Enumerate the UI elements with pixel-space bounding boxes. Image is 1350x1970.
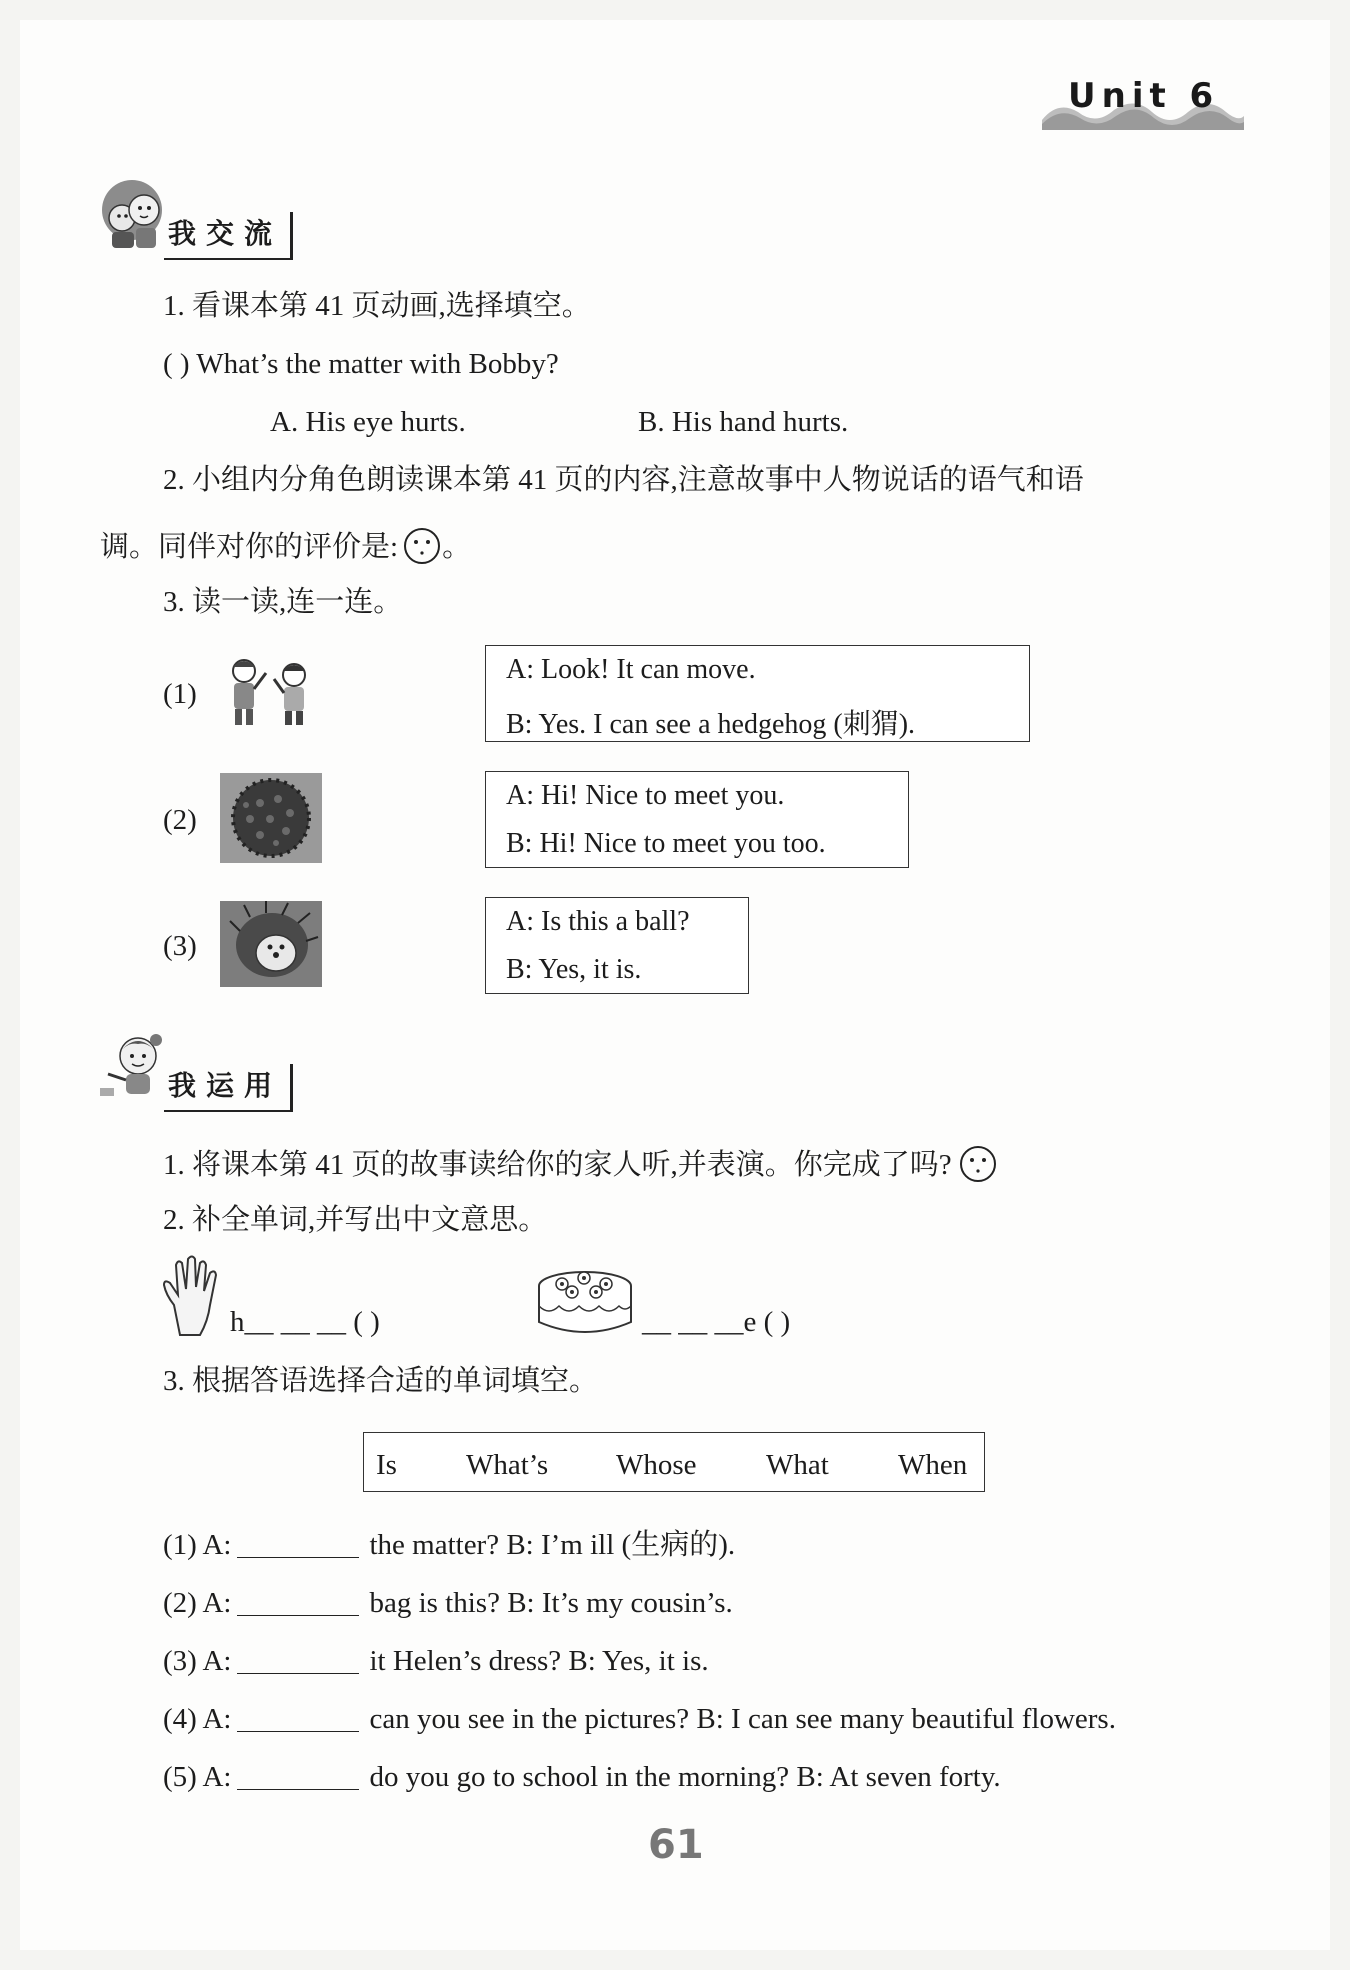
word-bank-item: When (898, 1449, 968, 1481)
word-blank-cake: __ __ __e ( ) (642, 1306, 791, 1338)
dialogue-3-line-b: B: Yes, it is. (506, 954, 642, 985)
fill-item-4 (163, 1705, 1116, 1734)
section-title: 我交流 (164, 212, 293, 260)
s2-q3-prompt: 3. 根据答语选择合适的单词填空。 (163, 1365, 599, 1397)
dialogue-box-1 (485, 645, 1030, 742)
dialogue-2-line-a: A: Hi! Nice to meet you. (506, 780, 785, 811)
match-label-2: (2) (163, 804, 197, 836)
two-kids-greeting-image (218, 655, 322, 727)
q3-prompt: 3. 读一读,连一连。 (163, 586, 403, 618)
q2-line1: 2. 小组内分角色朗读课本第 41 页的内容,注意故事中人物说话的语气和语 (163, 464, 1084, 496)
s2-q1-text (163, 1144, 998, 1184)
q2-line2-text: 调。同伴对你的评价是: (100, 531, 399, 563)
q1-prompt: 1. 看课本第 41 页动画,选择填空。 (163, 290, 591, 322)
fill-item-5 (163, 1763, 1001, 1792)
answer-blank[interactable] (237, 1763, 359, 1790)
word-bank-item: What’s (466, 1449, 549, 1481)
section-header-communicate (98, 178, 358, 258)
word-bank-item: What (766, 1449, 829, 1481)
unit-title: Unit 6 (1068, 76, 1220, 116)
hand-icon (160, 1255, 224, 1339)
fill-item-2 (163, 1589, 733, 1618)
fill-item-3 (163, 1647, 709, 1676)
fill-item-text: it Helen’s dress? B: Yes, it is. (369, 1645, 709, 1677)
word-blank-hand: h__ __ __ ( ) (230, 1306, 380, 1338)
dialogue-box-3 (485, 897, 749, 994)
girl-avatar-icon (98, 1030, 170, 1110)
dialogue-3-line-a: A: Is this a ball? (506, 906, 690, 937)
word-bank-item: Whose (616, 1449, 697, 1481)
fill-item-label: (5) A: (163, 1761, 232, 1793)
fill-item-label: (1) A: (163, 1529, 232, 1561)
s2-q2-prompt: 2. 补全单词,并写出中文意思。 (163, 1204, 548, 1236)
fill-item-label: (4) A: (163, 1703, 232, 1735)
s2-q1-label: 1. 将课本第 41 页的故事读给你的家人听,并表演。你完成了吗? (163, 1149, 952, 1181)
dialogue-1-line-b: B: Yes. I can see a hedgehog (刺猬). (506, 709, 916, 740)
smiley-face-icon (402, 526, 442, 566)
kids-avatar-icon (98, 178, 170, 258)
q1-question: ( ) What’s the matter with Bobby? (163, 348, 559, 380)
spiky-ball-image (220, 773, 322, 863)
dialogue-2-line-b: B: Hi! Nice to meet you too. (506, 828, 826, 859)
cake-icon (534, 1262, 636, 1342)
answer-blank[interactable] (237, 1589, 359, 1616)
fill-item-label: (2) A: (163, 1587, 232, 1619)
hedgehog-image (220, 901, 322, 987)
unit-banner (1038, 72, 1246, 130)
fill-item-text: the matter? B: I’m ill (生病的). (369, 1529, 736, 1561)
word-bank-box (363, 1432, 985, 1492)
word-bank-item: Is (376, 1449, 397, 1481)
answer-blank[interactable] (237, 1531, 359, 1558)
answer-blank[interactable] (237, 1705, 359, 1732)
section-header-apply (98, 1030, 358, 1110)
fill-item-text: can you see in the pictures? B: I can see many beautiful flowers. (369, 1703, 1116, 1735)
page-number: 61 (648, 1822, 704, 1868)
match-label-3: (3) (163, 930, 197, 962)
dialogue-1-line-a: A: Look! It can move. (506, 654, 756, 685)
match-label-1: (1) (163, 678, 197, 710)
q2-line2-end: 。 (442, 531, 472, 563)
answer-blank[interactable] (237, 1647, 359, 1674)
q1-option-b: B. His hand hurts. (638, 406, 849, 438)
smiley-face-icon (958, 1144, 998, 1184)
dialogue-box-2 (485, 771, 909, 868)
fill-item-1 (163, 1531, 735, 1560)
fill-item-text: bag is this? B: It’s my cousin’s. (369, 1587, 733, 1619)
fill-item-label: (3) A: (163, 1645, 232, 1677)
q1-option-a: A. His eye hurts. (270, 406, 466, 438)
section-title: 我运用 (164, 1064, 293, 1112)
fill-item-text: do you go to school in the morning? B: At seven forty. (369, 1761, 1001, 1793)
q2-line2 (100, 526, 471, 566)
